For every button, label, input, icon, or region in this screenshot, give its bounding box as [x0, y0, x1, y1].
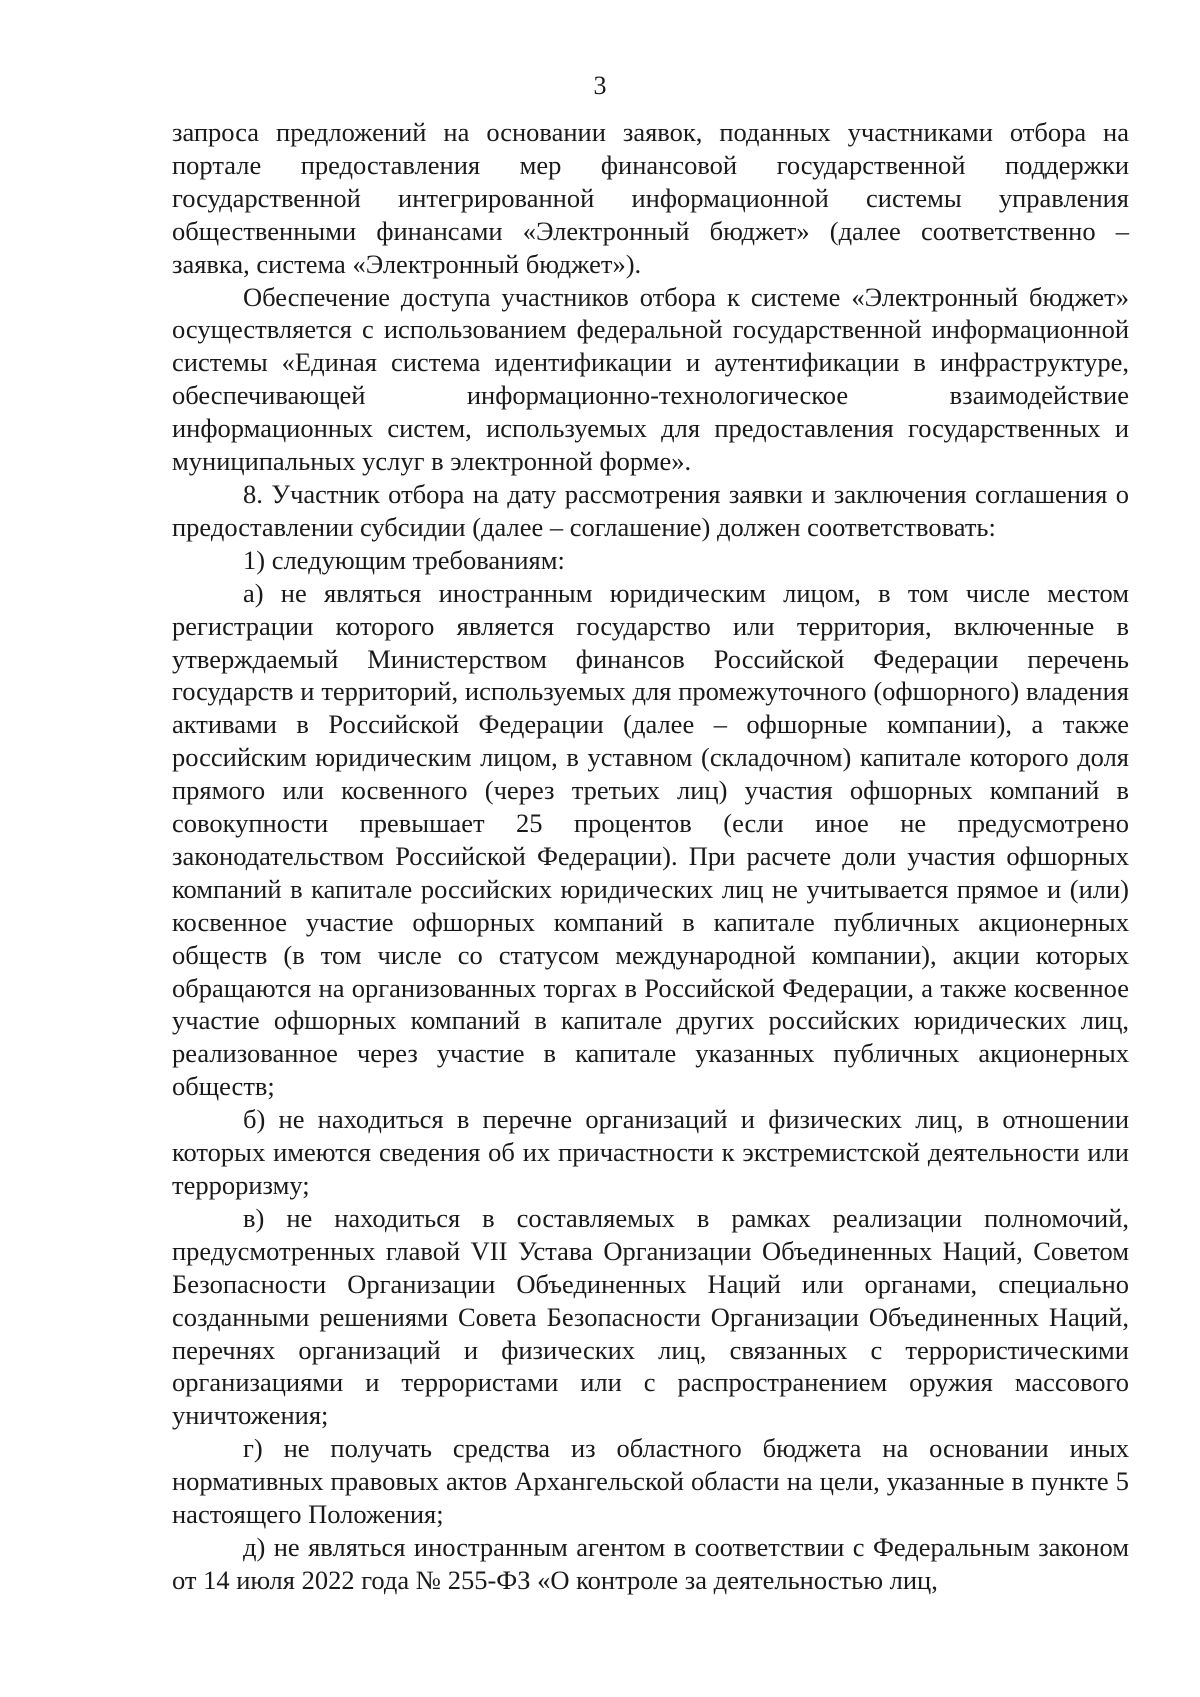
paragraph-subitem-1: 1) следующим требованиям: [243, 544, 565, 575]
paragraph-access: Обеспечение доступа участников отбора к системе «Электронный бюджет» осуществляется с использованием федеральной государственной информационной системы «Единая система идентификации и аутентификации в инфраструктуре, обеспечивающей информационно-технологическое взаимодействие информационных систем, используемых для предоставления государственных и муниципальных услуг в электронной форме». [172, 281, 1129, 477]
paragraph-continuation: запроса предложений на основании заявок, поданных участниками отбора на портале предоставления мер финансовой государственной поддержки государственной интегрированной информационной системы управления общественными финансами «Электронный бюджет» (далее соответственно – заявка, система «Электронный бюджет»). [172, 117, 1129, 279]
paragraph-subitem-d: д) не являться иностранным агентом в соответствии с Федеральным законом от 14 июля 2022 года № 255-ФЗ «О контроле за деятельностью лиц, [172, 1531, 1129, 1595]
paragraph-item-8: 8. Участник отбора на дату рассмотрения заявки и заключения соглашения о предоставлении субсидии (далее – соглашение) должен соответствовать: [172, 478, 1129, 542]
paragraph-subitem-b: б) не находиться в перечне организаций и физических лиц, в отношении которых имеются сведения об их причастности к экстремистской деятельности или терроризму; [172, 1104, 1129, 1200]
paragraph-subitem-v: в) не находиться в составляемых в рамках реализации полномочий, предусмотренных главой VII Устава Организации Объединенных Наций, Советом Безопасности Организации Объединенных Наций или органами, специально созданными решениями Совета Безопасности Организации Объединенных Наций, перечнях организаций и физических лиц, связанных с террористическими организациями и террористами или с распространением оружия массового уничтожения; [172, 1202, 1129, 1431]
document-body [172, 116, 1129, 1597]
paragraph-subitem-a: а) не являться иностранным юридическим лицом, в том числе местом регистрации которого является государство или территория, включенные в утверждаемый Министерством финансов Российской Федерации перечень государств и территорий, используемых для промежуточного (офшорного) владения активами в Российской Федерации (далее – офшорные компании), а также российским юридическим лицом, в уставном (складочном) капитале которого доля прямого или косвенного (через третьих лиц) участия офшорных компаний в совокупности превышает 25 процентов (если иное не предусмотрено законодательством Российской Федерации). При расчете доли участия офшорных компаний в капитале российских юридических лиц не учитывается прямое и (или) косвенное участие офшорных компаний в капитале публичных акционерных обществ (в том числе со статусом международной компании), акции которых обращаются на организованных торгах в Российской Федерации, а также косвенное участие офшорных компаний в капитале других российских юридических лиц, реализованное через участие в капитале указанных публичных акционерных обществ; [172, 577, 1129, 1102]
page-number: 3 [593, 71, 607, 100]
paragraph-subitem-g: г) не получать средства из областного бюджета на основании иных нормативных правовых актов Архангельской области на цели, указанные в пункте 5 настоящего Положения; [172, 1433, 1129, 1530]
